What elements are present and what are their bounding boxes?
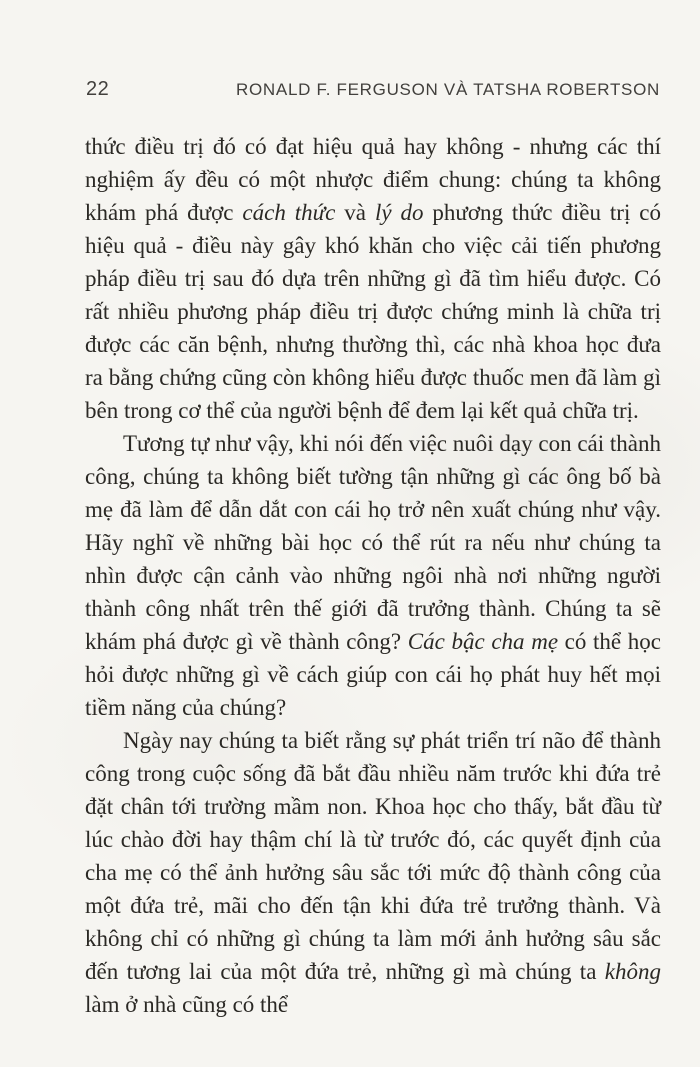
text-segment: và: [335, 200, 375, 225]
page-number: 22: [86, 78, 110, 100]
italic-text-segment: lý do: [374, 200, 424, 225]
text-segment: có thể học hỏi được những gì về cách giúp con cái họ phát huy hết mọi tiềm năng của chúng?: [85, 629, 661, 720]
text-segment: phương thức điều trị có hiệu quả - điều này gây khó khăn cho việc cải tiến phương pháp điều trị sau đó dựa trên những gì đã tìm hiểu được. Có rất nhiều phương pháp điều trị được chứng minh là chữa trị được các căn bệnh, nhưng thường thì, các nhà khoa học đưa ra bằng chứng cũng còn không hiểu được thuốc men đã làm gì bên trong cơ thể của người bệnh để đem lại kết quả chữa trị.: [85, 200, 661, 423]
paragraph: [85, 427, 661, 724]
italic-text-segment: Các bậc cha mẹ: [407, 629, 559, 654]
text-segment: Tương tự như vậy, khi nói đến việc nuôi dạy con cái thành công, chúng ta không biết tường tận những gì các ông bố bà mẹ đã làm để dẫn dắt con cái họ trở nên xuất chúng như vậy. Hãy nghĩ về những bài học có thể rút ra nếu như chúng ta nhìn được cận cảnh vào những ngôi nhà nơi những người thành công nhất trên thế giới đã trưởng thành. Chúng ta sẽ khám phá được gì về thành công?: [85, 431, 661, 654]
paragraph: [85, 724, 661, 1021]
text-segment: làm ở nhà cũng có thể: [85, 992, 289, 1017]
text-segment: thức điều trị đó có đạt hiệu quả hay không - nhưng các thí nghiệm ấy đều có một nhược điểm chung: chúng ta không khám phá được: [85, 134, 661, 225]
italic-text-segment: cách thức: [242, 200, 336, 225]
italic-text-segment: không: [604, 959, 661, 984]
paragraph: [85, 130, 661, 427]
text-segment: Ngày nay chúng ta biết rằng sự phát triển trí não để thành công trong cuộc sống đã bắt đầu nhiều năm trước khi đứa trẻ đặt chân tới trường mầm non. Khoa học cho thấy, bắt đầu từ lúc chào đời hay thậm chí là từ trước đó, các quyết định của cha mẹ có thể ảnh hưởng sâu sắc tới mức độ thành công của một đứa trẻ, mãi cho đến tận khi đứa trẻ trưởng thành. Và không chỉ có những gì chúng ta làm mới ảnh hưởng sâu sắc đến tương lai của một đứa trẻ, những gì mà chúng ta: [85, 728, 661, 984]
page-header: [86, 78, 660, 101]
running-title: RONALD F. FERGUSON VÀ TATSHA ROBERTSON: [236, 80, 660, 99]
body-text: [85, 130, 661, 1021]
